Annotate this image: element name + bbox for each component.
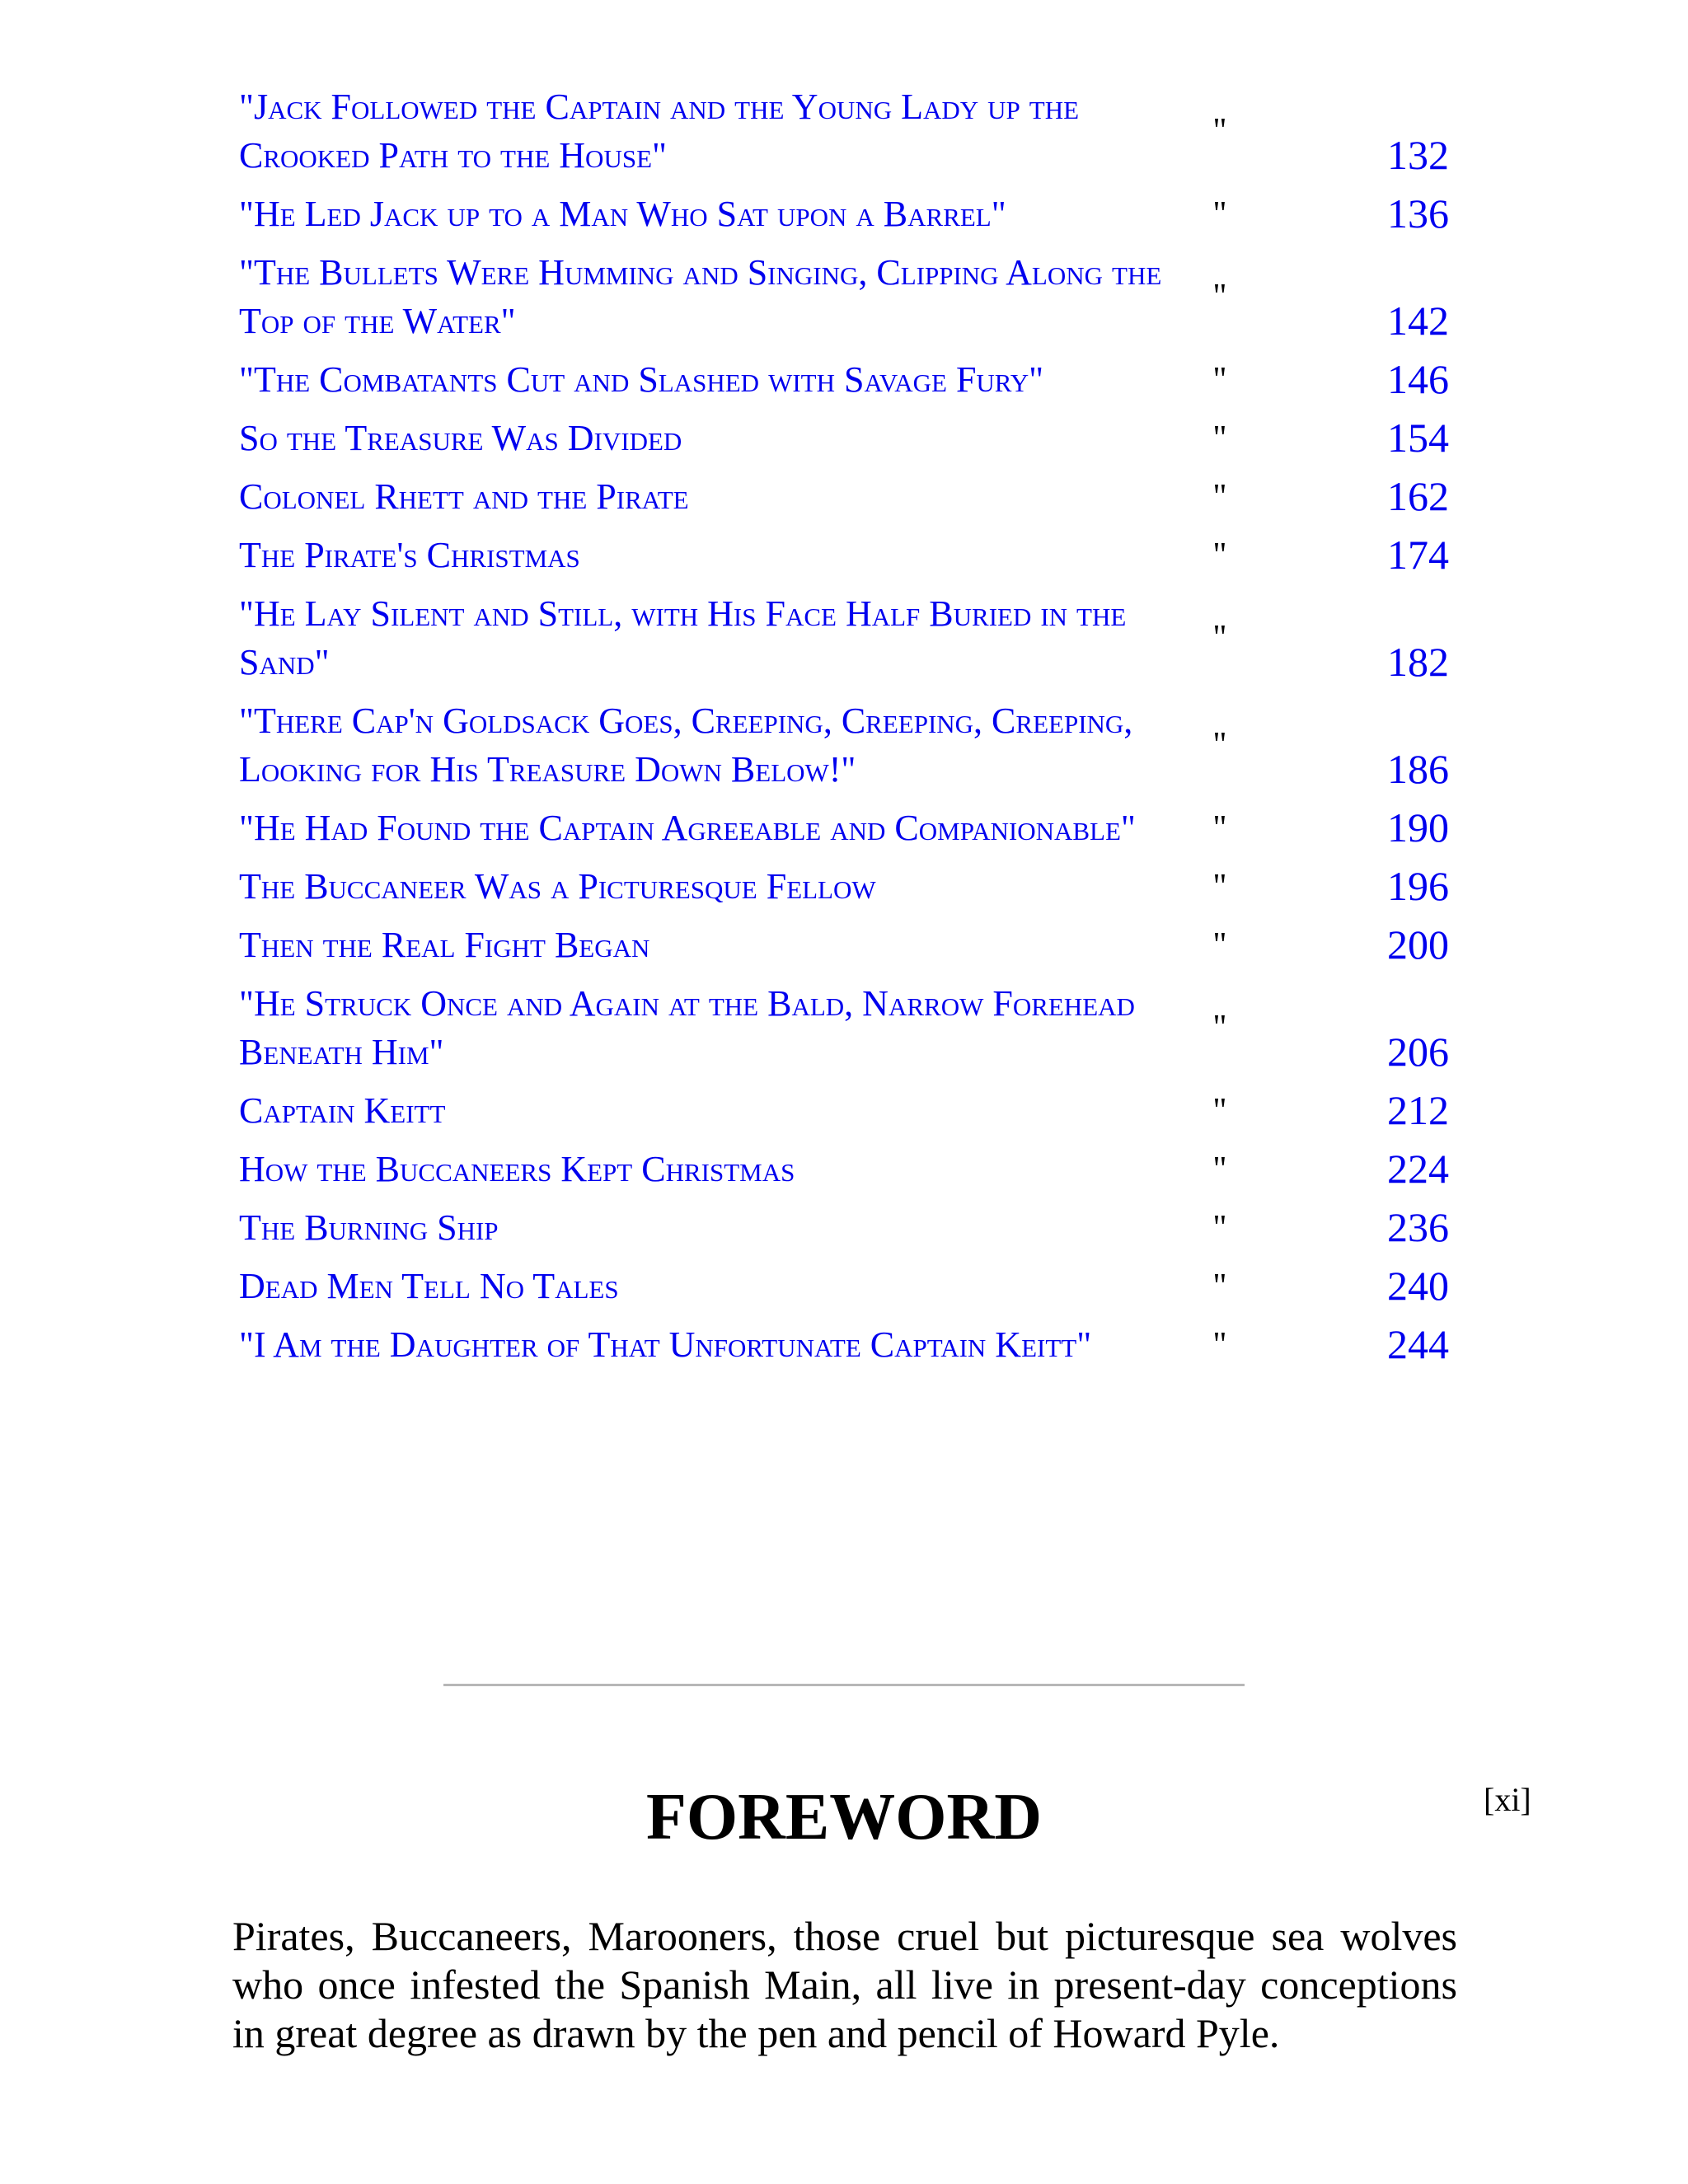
ditto-mark: " xyxy=(1212,926,1227,964)
illustration-page-link[interactable]: 196 xyxy=(1387,863,1449,909)
ditto-mark: " xyxy=(1212,1208,1227,1247)
illustration-row xyxy=(239,82,1451,180)
ditto-mark: " xyxy=(1212,1267,1227,1305)
illustration-title-link[interactable]: So the Treasure Was Divided xyxy=(239,418,682,458)
ditto-mark: " xyxy=(1212,477,1227,516)
illustration-page-link[interactable]: 190 xyxy=(1387,804,1449,851)
illustration-page-link[interactable]: 240 xyxy=(1387,1263,1449,1309)
illustration-row xyxy=(239,589,1451,687)
illustration-row xyxy=(239,472,1451,521)
foreword-heading: FOREWORD xyxy=(646,1781,1042,1854)
illustration-page-link[interactable]: 186 xyxy=(1387,746,1449,792)
illustration-page-link[interactable]: 224 xyxy=(1387,1146,1449,1192)
illustration-title-link[interactable]: "He Had Found the Captain Agreeable and Companionable" xyxy=(239,808,1136,848)
foreword-paragraph: Pirates, Buccaneers, Marooners, those cruel but picturesque sea wolves who once infested the Spanish Main, all live in present-day conceptions in great degree as drawn by the pen and pencil of Howard Pyle. xyxy=(232,1913,1457,2056)
illustration-title-link[interactable]: "He Led Jack up to a Man Who Sat upon a Barrel" xyxy=(239,194,1006,234)
ditto-mark: " xyxy=(1212,194,1227,233)
ditto-mark: " xyxy=(1212,360,1227,399)
illustration-row xyxy=(239,414,1451,462)
illustration-row xyxy=(239,190,1451,238)
ditto-mark: " xyxy=(1212,808,1227,847)
illustration-title-link[interactable]: Colonel Rhett and the Pirate xyxy=(239,476,689,517)
illustration-page-link[interactable]: 154 xyxy=(1387,415,1449,461)
illustration-page-link[interactable]: 146 xyxy=(1387,356,1449,402)
illustration-row xyxy=(239,696,1451,794)
illustration-row xyxy=(239,1320,1451,1369)
illustration-row xyxy=(239,1145,1451,1193)
illustration-title-link[interactable]: "The Bullets Were Humming and Singing, Clipping Along the Top of the Water" xyxy=(239,252,1162,341)
illustration-title-link[interactable]: Then the Real Fight Began xyxy=(239,925,650,965)
illustration-page-link[interactable]: 244 xyxy=(1387,1321,1449,1367)
illustration-title-link[interactable]: Captain Keitt xyxy=(239,1090,446,1131)
illustration-title-link[interactable]: "Jack Followed the Captain and the Young Lady up the Crooked Path to the House" xyxy=(239,87,1080,176)
ditto-mark: " xyxy=(1212,1150,1227,1188)
illustration-page-link[interactable]: 236 xyxy=(1387,1204,1449,1250)
illustration-page-link[interactable]: 174 xyxy=(1387,532,1449,578)
illustration-row xyxy=(239,921,1451,969)
page-number-marker: [xi] xyxy=(1484,1781,1531,1818)
illustration-page-link[interactable]: 212 xyxy=(1387,1087,1449,1133)
illustration-row xyxy=(239,804,1451,852)
illustration-title-link[interactable]: "He Struck Once and Again at the Bald, Narrow Forehead Beneath Him" xyxy=(239,983,1135,1072)
section-divider xyxy=(443,1684,1245,1686)
illustration-row xyxy=(239,355,1451,404)
ditto-mark: " xyxy=(1212,419,1227,457)
illustration-title-link[interactable]: "There Cap'n Goldsack Goes, Creeping, Creeping, Creeping, Looking for His Treasure Down Below!" xyxy=(239,701,1133,790)
ditto-mark: " xyxy=(1212,726,1227,764)
illustration-row xyxy=(239,531,1451,579)
illustration-page-link[interactable]: 162 xyxy=(1387,473,1449,519)
illustration-title-link[interactable]: The Pirate's Christmas xyxy=(239,535,580,575)
ditto-mark: " xyxy=(1212,278,1227,316)
illustration-page-link[interactable]: 136 xyxy=(1387,190,1449,237)
ditto-mark: " xyxy=(1212,1325,1227,1364)
illustration-row xyxy=(239,1262,1451,1310)
illustration-page-link[interactable]: 132 xyxy=(1387,132,1449,178)
illustration-row xyxy=(239,1086,1451,1135)
ditto-mark: " xyxy=(1212,112,1227,150)
illustration-title-link[interactable]: Dead Men Tell No Tales xyxy=(239,1266,619,1306)
illustration-title-link[interactable]: "The Combatants Cut and Slashed with Savage Fury" xyxy=(239,359,1044,400)
illustrations-list xyxy=(239,82,1451,1379)
illustration-page-link[interactable]: 200 xyxy=(1387,921,1449,968)
ditto-mark: " xyxy=(1212,619,1227,657)
illustration-title-link[interactable]: The Burning Ship xyxy=(239,1207,499,1248)
ditto-mark: " xyxy=(1212,867,1227,906)
ditto-mark: " xyxy=(1212,1009,1227,1047)
ditto-mark: " xyxy=(1212,536,1227,574)
illustration-row xyxy=(239,248,1451,345)
ditto-mark: " xyxy=(1212,1091,1227,1130)
illustration-page-link[interactable]: 182 xyxy=(1387,639,1449,685)
illustration-page-link[interactable]: 206 xyxy=(1387,1029,1449,1075)
illustration-row xyxy=(239,1203,1451,1252)
illustration-page-link[interactable]: 142 xyxy=(1387,298,1449,344)
illustration-title-link[interactable]: "He Lay Silent and Still, with His Face Half Buried in the Sand" xyxy=(239,593,1127,682)
illustration-row xyxy=(239,979,1451,1076)
illustration-title-link[interactable]: "I Am the Daughter of That Unfortunate Captain Keitt" xyxy=(239,1324,1092,1365)
illustration-title-link[interactable]: The Buccaneer Was a Picturesque Fellow xyxy=(239,866,876,907)
illustration-title-link[interactable]: How the Buccaneers Kept Christmas xyxy=(239,1149,795,1189)
illustration-row xyxy=(239,862,1451,911)
